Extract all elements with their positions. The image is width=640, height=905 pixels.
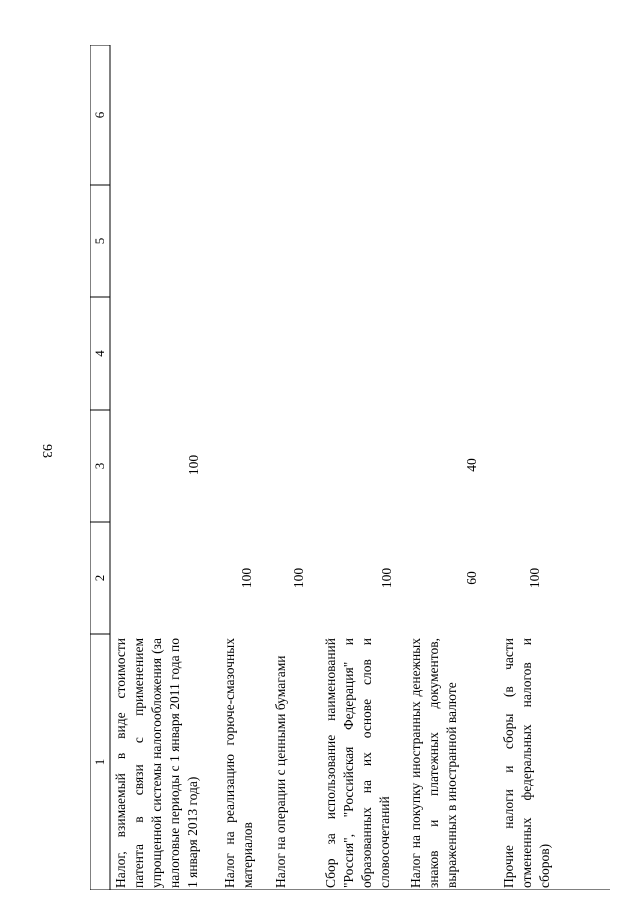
column-header-1: 1 xyxy=(92,758,107,766)
table-rotated-container xyxy=(90,45,610,890)
table-row-label: Налог на операции с ценными бумагами xyxy=(273,655,288,888)
table-row-label: Налог на покупку иностранных денежных знаков и платежных документов, выраженных в иностранной валюте xyxy=(408,638,459,888)
column-header-4: 4 xyxy=(92,350,107,357)
table-row-label: Прочие налоги и сборы (в части отмененных федеральных налогов и сборов) xyxy=(501,638,552,888)
table-row-label: Сбор за использование наименований "Россия", "Российская Федерация" и образованных на их основе слов и словосочетаний xyxy=(323,638,392,888)
column-header-3: 3 xyxy=(92,462,107,470)
table-cell-value: 100 xyxy=(291,567,306,589)
column-header-5: 5 xyxy=(92,237,107,245)
page-number: 93 xyxy=(39,444,54,458)
column-header-2: 2 xyxy=(92,574,107,582)
table-cell-value: 100 xyxy=(186,454,201,476)
table-cell-value: 100 xyxy=(527,567,542,589)
table-cell-value: 100 xyxy=(239,567,254,589)
column-header-6: 6 xyxy=(92,111,107,119)
table-row-label: Налог на реализацию горюче-смазочных материалов xyxy=(222,638,255,888)
table-row-label: Налог, взимаемый в виде стоимости патента в связи с применением упрощенной системы налогообложения (за налоговые периоды с 1 января 2011 года по 1 января 2013 года) xyxy=(113,638,200,888)
table-cell-value: 40 xyxy=(464,458,479,472)
table-cell-value: 60 xyxy=(464,571,479,585)
table-cell-value: 100 xyxy=(379,567,394,589)
